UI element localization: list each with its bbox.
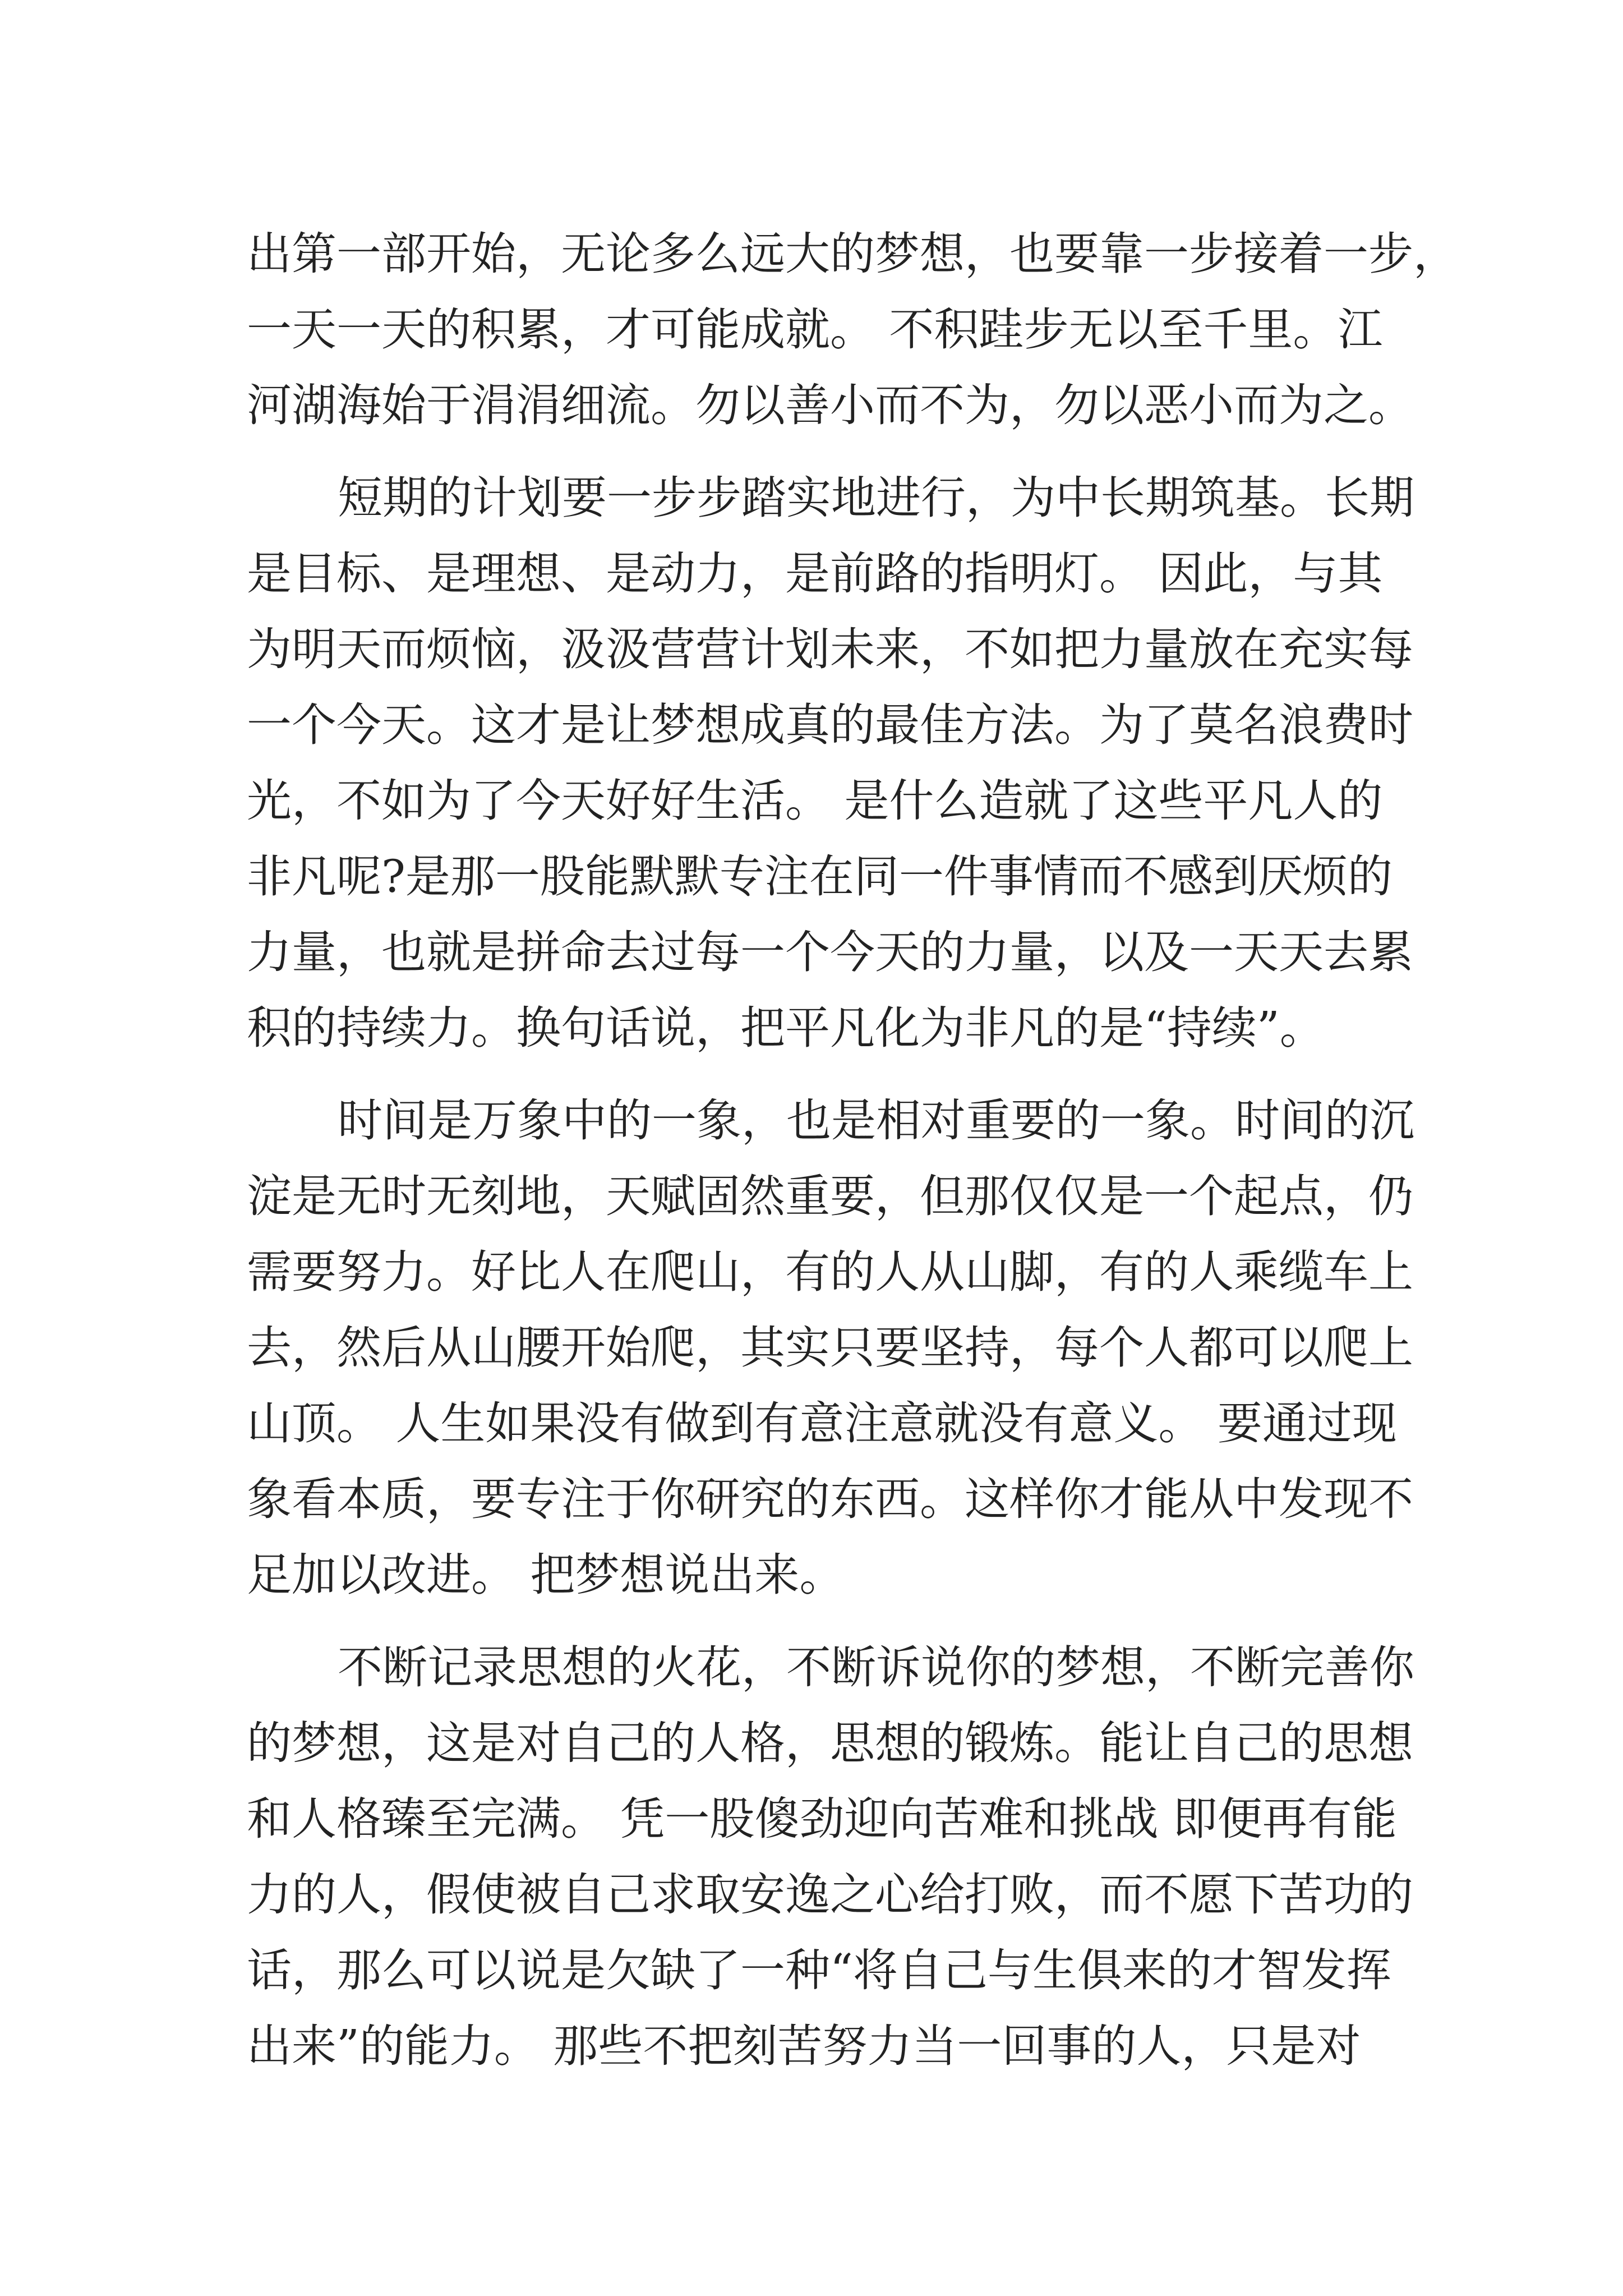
- text-line: 短期的计划要一步步踏实地进行，为中长期筑基。长期: [338, 472, 1414, 524]
- text-line: 一个今天。这才是让梦想成真的最佳方法。为了莫名浪费时: [247, 699, 1413, 751]
- text-line: 力的人，假使被自己求取安逸之心给打败，而不愿下苦功的: [247, 1869, 1413, 1921]
- text-line: 为明天而烦恼，汲汲营营计划未来，不如把力量放在充实每: [247, 623, 1413, 675]
- text-line: 力量，也就是拼命去过每一个今天的力量，以及一天天去累: [247, 926, 1413, 978]
- text-line: 出来”的能力。 那些不把刻苦努力当一回事的人，只是对: [247, 2020, 1361, 2072]
- text-line: 足加以改进。 把梦想说出来。: [247, 1549, 845, 1601]
- text-line: 去，然后从山腰开始爬，其实只要坚持，每个人都可以爬上: [247, 1322, 1413, 1374]
- text-line: 出第一部开始，无论多么远大的梦想，也要靠一步接着一步，: [247, 228, 1458, 280]
- text-line: 淀是无时无刻地，天赋固然重要，但那仅仅是一个起点，仍: [247, 1170, 1413, 1222]
- paragraph-gap: [247, 1066, 1396, 1083]
- text-line: 光，不如为了今天好好生活。 是什么造就了这些平凡人的: [247, 775, 1383, 827]
- body-text: [247, 216, 1458, 2084]
- text-line: 和人格臻至完满。 凭一股傻劲迎向苦难和挑战 即便再有能: [247, 1793, 1397, 1845]
- text-line: 的梦想，这是对自己的人格，思想的锻炼。能让自己的思想: [247, 1717, 1413, 1769]
- text-line: 河湖海始于涓涓细流。勿以善小而不为，勿以恶小而为之。: [247, 379, 1413, 431]
- text-line: 非凡呢?是那一股能默默专注在同一件事情而不感到厌烦的: [247, 850, 1393, 903]
- text-line: 时间是万象中的一象，也是相对重要的一象。时间的沉: [338, 1094, 1414, 1147]
- text-line: 一天一天的积累，才可能成就。 不积跬步无以至千里。江: [247, 303, 1383, 356]
- text-line: 话，那么可以说是欠缺了一种“将自己与生俱来的才智发挥: [247, 1944, 1391, 1996]
- paragraph-gap: [247, 443, 1396, 460]
- text-line: 不断记录思想的火花，不断诉说你的梦想，不断完善你: [338, 1641, 1414, 1694]
- text-line: 积的持续力。换句话说，把平凡化为非凡的是“持续”。: [247, 1002, 1325, 1054]
- text-line: 是目标、是理想、是动力，是前路的指明灯。 因此，与其: [247, 547, 1383, 600]
- text-line: 象看本质，要专注于你研究的东西。这样你才能从中发现不: [247, 1473, 1413, 1525]
- text-line: 山顶。 人生如果没有做到有意注意就没有意义。 要通过现: [247, 1397, 1397, 1450]
- text-line: 需要努力。好比人在爬山，有的人从山脚，有的人乘缆车上: [247, 1246, 1413, 1298]
- paragraph-gap: [247, 1613, 1396, 1630]
